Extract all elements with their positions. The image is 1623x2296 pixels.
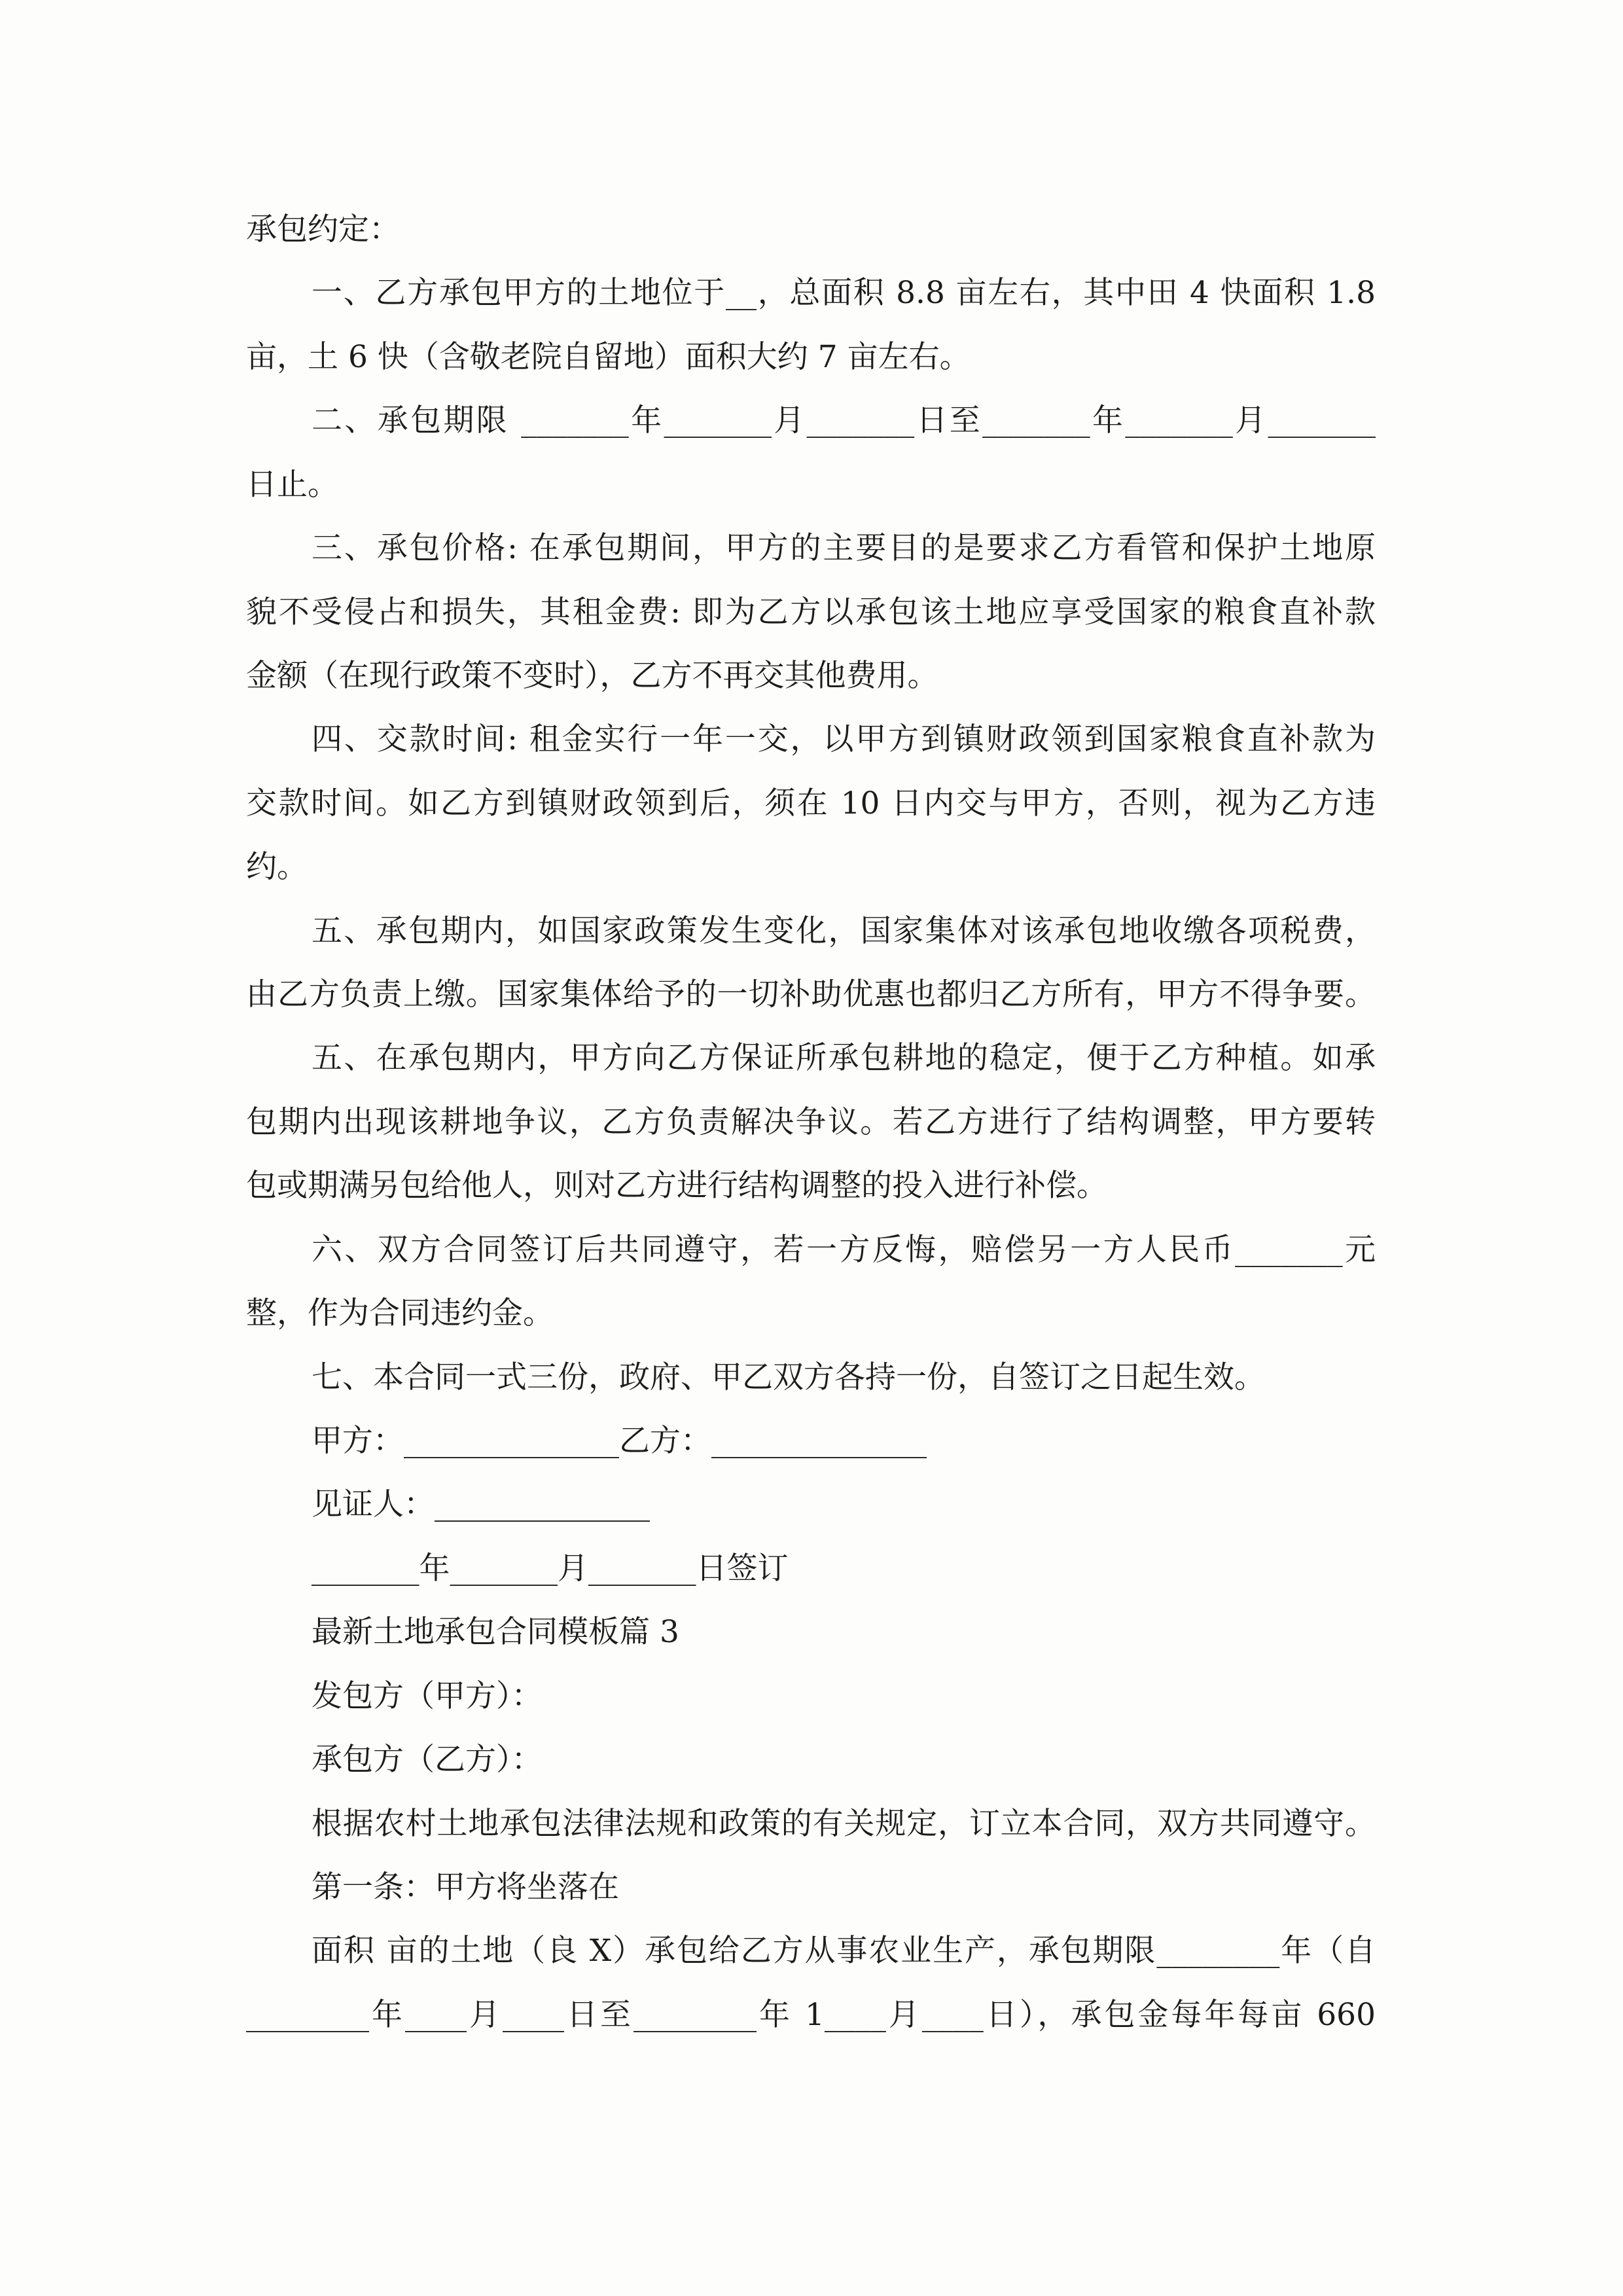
- text-line: 金额（在现行政策不变时），乙方不再交其他费用。: [246, 657, 938, 694]
- text-line: 五、在承包期内，甲方向乙方保证所承包耕地的稳定，便于乙方种植。如承: [312, 1040, 1376, 1077]
- text-line: 七、本合同一式三份，政府、甲乙双方各持一份，自签订之日起生效。: [312, 1359, 1265, 1395]
- agreement-heading: [0, 198, 1623, 261]
- text-line: 见证人：______________: [312, 1486, 650, 1523]
- text-line: 承包约定：: [246, 211, 400, 247]
- text-line: 面积 亩的土地（良 X）承包给乙方从事农业生产，承包期限________年（自: [312, 1933, 1376, 1969]
- text-line: 交款时间。如乙方到镇财政领到后，须在 10 日内交与甲方，否则，视为乙方违: [246, 785, 1376, 821]
- text-line: 四、交款时间: 租金实行一年一交，以甲方到镇财政领到国家粮食直补款为: [312, 721, 1376, 758]
- text-line: _______年_______月_______日签订: [312, 1550, 789, 1587]
- text-line: 五、承包期内，如国家政策发生变化，国家集体对该承包地收缴各项税费，: [312, 912, 1376, 949]
- text-line: 根据农村土地承包法律法规和政策的有关规定，订立本合同，双方共同遵守。: [312, 1805, 1376, 1842]
- text-line: ________年____月____日至________年 1____月____日），承包金每年每亩 660: [246, 1996, 1376, 2033]
- text-line: 整，作为合同违约金。: [246, 1295, 554, 1332]
- text-line: 一、乙方承包甲方的土地位于__，总面积 8.8 亩左右，其中田 4 快面积 1.8: [312, 275, 1376, 312]
- clause-land-location: [0, 261, 1623, 389]
- text-line: 最新土地承包合同模板篇 3: [312, 1614, 679, 1651]
- text-line: 发包方（甲方）：: [312, 1677, 543, 1714]
- clause-breach-penalty: [0, 1218, 1623, 1346]
- text-line: 第一条：甲方将坐落在: [312, 1869, 619, 1905]
- text-line: 二、承包期限 _______年_______月_______日至_______年_______月_______: [312, 403, 1376, 439]
- article-one-terms: [0, 1919, 1623, 2047]
- text-line: 三、承包价格: 在承包期间，甲方的主要目的是要求乙方看管和保护土地原: [312, 530, 1376, 567]
- signature-witness: [0, 1473, 1623, 1536]
- text-line: 日止。: [246, 466, 338, 503]
- text-line: 甲方：______________乙方：______________: [312, 1423, 927, 1460]
- article-one: [0, 1856, 1623, 1919]
- text-line: 貌不受侵占和损失，其租金费: 即为乙方以承包该土地应享受国家的粮食直补款: [246, 594, 1376, 630]
- contract-contractor: [0, 1728, 1623, 1791]
- clause-policy-change: [0, 899, 1623, 1027]
- text-line: 约。: [246, 849, 308, 886]
- signature-parties: [0, 1409, 1623, 1473]
- text-line: 包期内出现该耕地争议，乙方负责解决争议。若乙方进行了结构调整，甲方要转: [246, 1103, 1376, 1140]
- text-line: 承包方（乙方）：: [312, 1742, 543, 1778]
- clause-payment-time: [0, 708, 1623, 899]
- clause-term: [0, 389, 1623, 516]
- text-line: 亩，土 6 快（含敬老院自留地）面积大约 7 亩左右。: [246, 338, 971, 375]
- clause-copies: [0, 1346, 1623, 1409]
- text-line: 包或期满另包给他人，则对乙方进行结构调整的投入进行补偿。: [246, 1168, 1107, 1204]
- clause-land-stability: [0, 1026, 1623, 1217]
- clause-price: [0, 516, 1623, 708]
- contract-body: [0, 198, 1623, 2047]
- contract-issuer: [0, 1664, 1623, 1728]
- text-line: 由乙方负责上缴。国家集体给予的一切补助优惠也都归乙方所有，甲方不得争要。: [246, 977, 1376, 1013]
- section-title: [0, 1600, 1623, 1664]
- signature-date: [0, 1537, 1623, 1600]
- contract-preamble: [0, 1792, 1623, 1856]
- text-line: 六、双方合同签订后共同遵守，若一方反悔，赔偿另一方人民币_______元: [312, 1231, 1376, 1268]
